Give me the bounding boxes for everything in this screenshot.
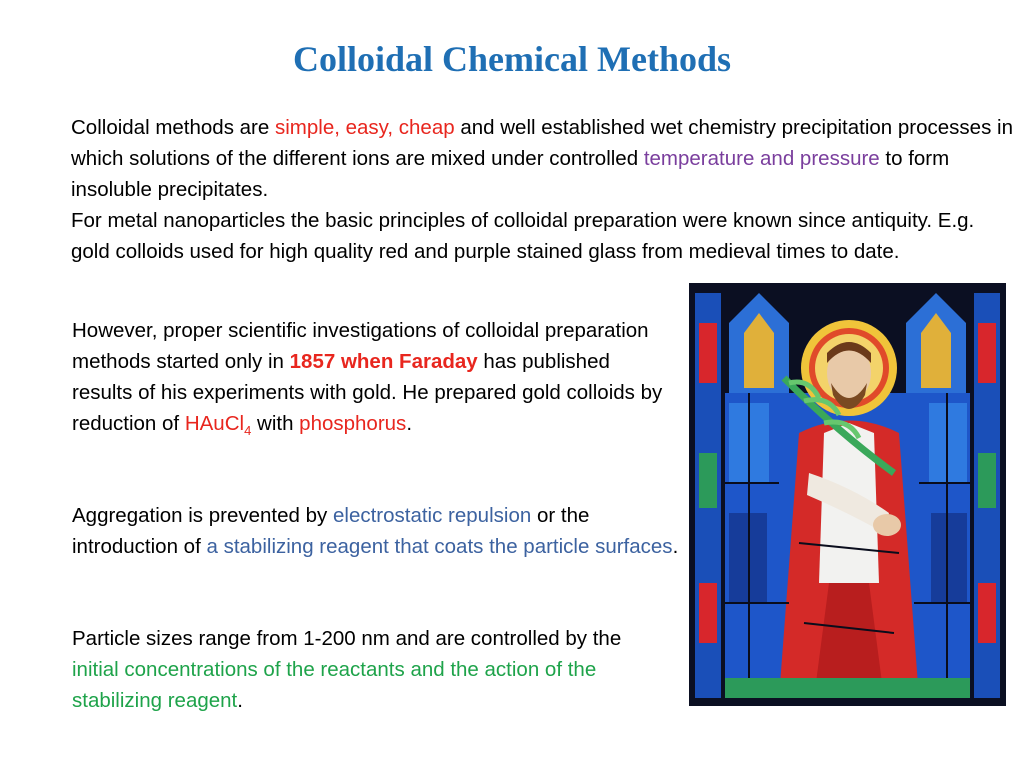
highlight-stabilizing-reagent: a stabilizing reagent that coats the particle surfaces	[206, 535, 673, 558]
highlight-electrostatic-repulsion: electrostatic repulsion	[332, 504, 532, 527]
highlight-initial-concentrations: initial concentrations of the reactants and the action of the stabilizing reagent	[72, 658, 597, 712]
nanoparticles-history-text: For metal nanoparticles the basic principles of colloidal preparation were known since antiquity. E.g. gold colloids used for high quality red and purple stained glass from medieval times to date.	[71, 209, 975, 263]
highlight-simple-easy-cheap: simple, easy, cheap	[274, 116, 455, 139]
slide-title: Colloidal Chemical Methods	[293, 39, 731, 79]
highlight-faraday-1857: 1857 when Faraday	[289, 350, 478, 373]
aggregation-paragraph: Aggregation is prevented by electrostatic repulsion or the introduction of a stabilizing reagent that coats the particle surfaces.	[72, 504, 679, 558]
intro-paragraph: Colloidal methods are simple, easy, cheap and well established wet chemistry precipitation processes in which solutions of the different ions are mixed under controlled temperature and pressure to form insoluble precipitates. For metal nanoparticles the basic principles of colloidal preparation were known since antiquity. E.g. gold colloids used for high quality red and purple stained glass from medieval times to date.	[71, 116, 1013, 263]
particle-sizes-paragraph: Particle sizes range from 1-200 nm and are controlled by the initial concentrations of the reactants and the action of the stabilizing reagent.	[72, 627, 622, 712]
highlight-phosphorus: phosphorus	[299, 412, 407, 435]
stained-glass-image	[689, 283, 1006, 706]
formula-haucl4: HAuCl$_4$	[184, 412, 252, 439]
highlight-temperature-pressure: temperature and pressure	[643, 147, 880, 170]
faraday-paragraph: However, proper scientific investigations of colloidal preparation methods started only in 1857 when Faraday has published results of his experiments with gold. He prepared gold colloids by reduction of HAuCl$_4$ with phosphorus.	[72, 319, 663, 439]
